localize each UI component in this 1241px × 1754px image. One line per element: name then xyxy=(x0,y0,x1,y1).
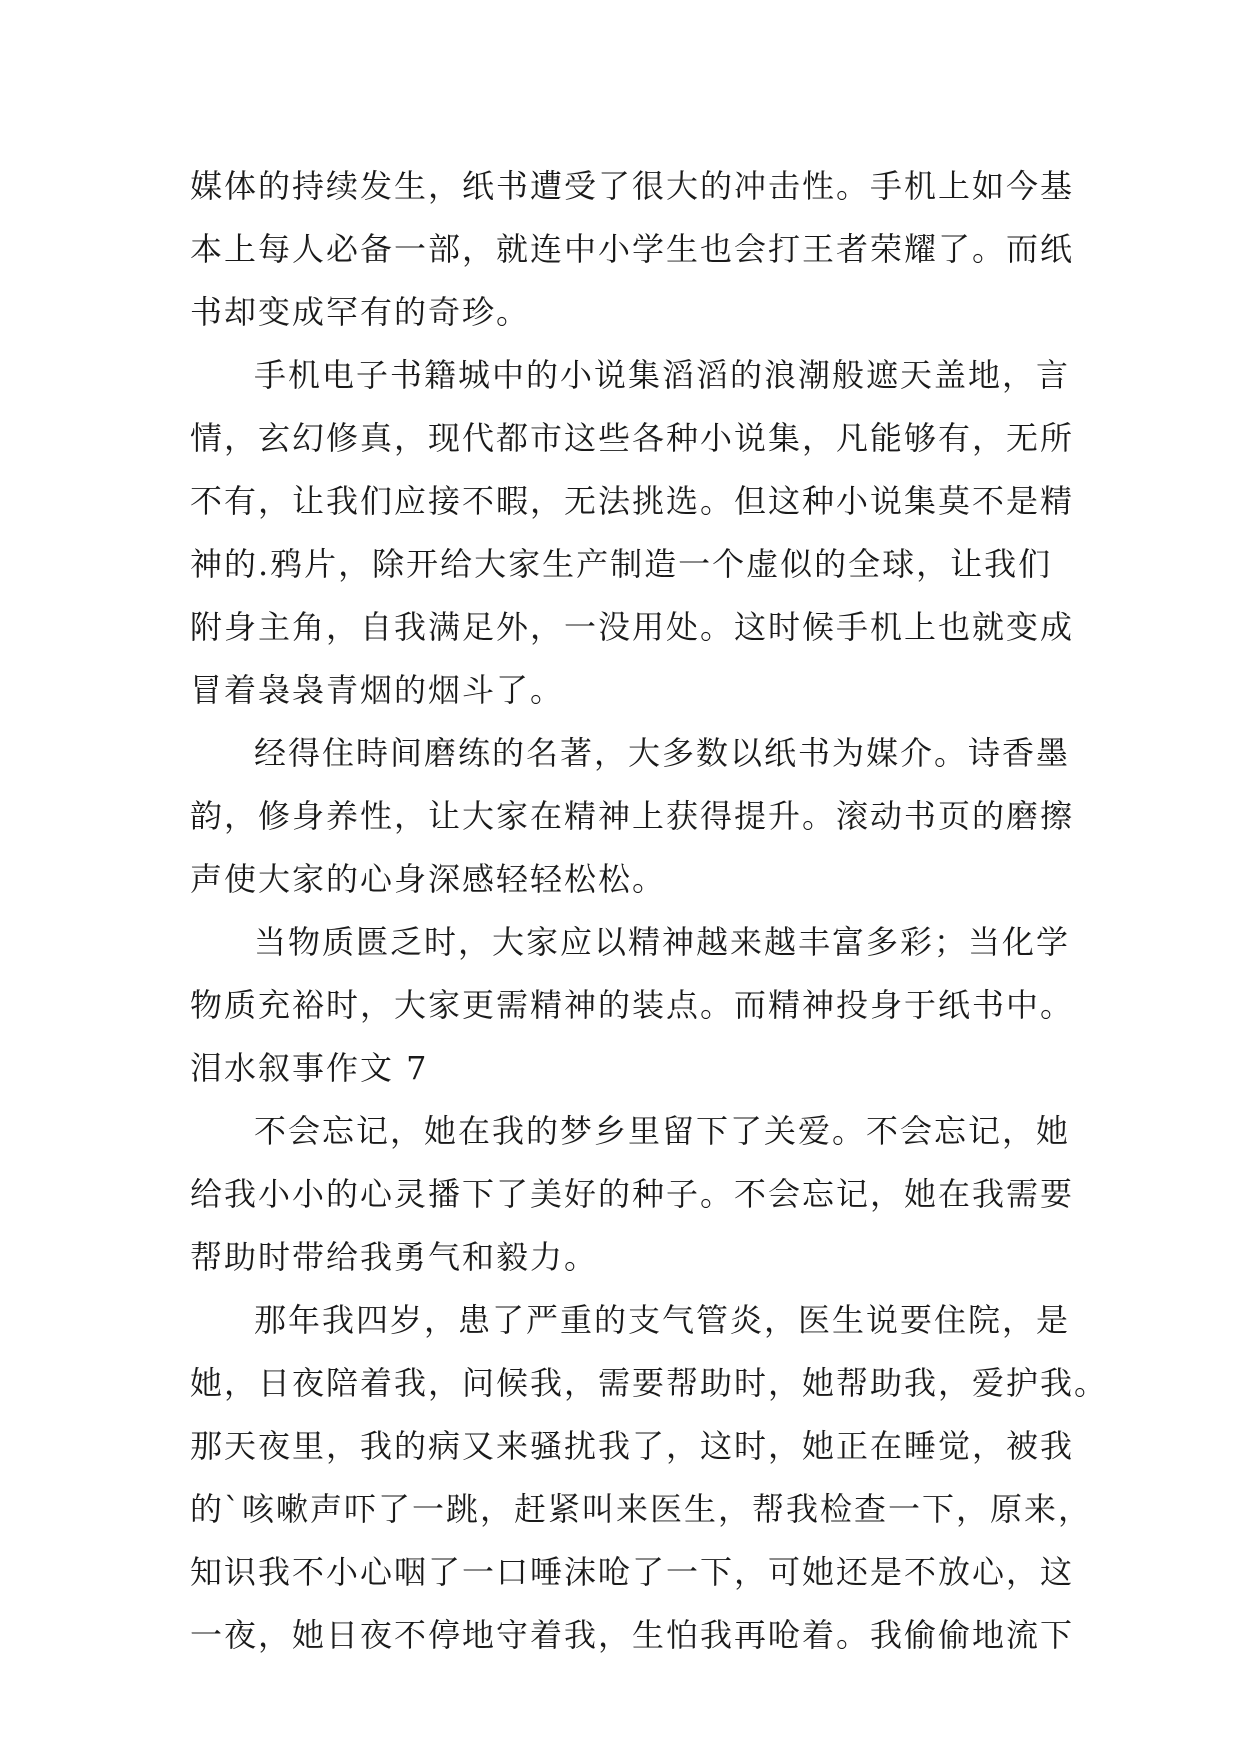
paragraph-first-line: 不会忘记，她在我的梦乡里留下了关爱。不会忘记，她 xyxy=(254,1112,1071,1150)
text-line: 的`咳嗽声吓了一跳，赶紧叫来医生，帮我检查一下，原来， xyxy=(190,1490,1093,1528)
text-line: 她，日夜陪着我，问候我，需要帮助时，她帮助我，爱护我。 xyxy=(190,1364,1109,1402)
text-line: 知识我不小心咽了一口唾沫呛了一下，可她还是不放心，这 xyxy=(190,1553,1075,1591)
paragraph-first-line: 经得住時间磨练的名著，大多数以纸书为媒介。诗香墨 xyxy=(254,734,1071,772)
paragraph-first-line: 手机电子书籍城中的小说集滔滔的浪潮般遮天盖地，言 xyxy=(254,356,1071,394)
text-line: 那天夜里，我的病又来骚扰我了，这时，她正在睡觉，被我 xyxy=(190,1427,1075,1465)
text-line: 不有，让我们应接不暇，无法挑选。但这种小说集莫不是精 xyxy=(190,482,1075,520)
paragraph-first-line: 那年我四岁，患了严重的支气管炎，医生说要住院，是 xyxy=(254,1301,1071,1339)
paragraph-first-line: 当物质匮乏时，大家应以精神越来越丰富多彩；当化学 xyxy=(254,923,1071,961)
text-line: 一夜，她日夜不停地守着我，生怕我再呛着。我偷偷地流下 xyxy=(190,1616,1075,1654)
text-line: 媒体的持续发生，纸书遭受了很大的冲击性。手机上如今基 xyxy=(190,167,1075,205)
text-line: 神的.鸦片，除开给大家生产制造一个虚似的全球，让我们 xyxy=(190,545,1053,583)
text-line: 本上每人必备一部，就连中小学生也会打王者荣耀了。而纸 xyxy=(190,230,1075,268)
text-line: 帮助时带给我勇气和毅力。 xyxy=(190,1238,599,1276)
text-line: 冒着袅袅青烟的烟斗了。 xyxy=(190,671,565,709)
text-line: 声使大家的心身深感轻轻松松。 xyxy=(190,860,667,898)
text-line: 书却变成罕有的奇珍。 xyxy=(190,293,531,331)
document-page xyxy=(190,155,1109,1667)
text-line: 情，玄幻修真，现代都市这些各种小说集，凡能够有，无所 xyxy=(190,419,1075,457)
text-line: 给我小小的心灵播下了美好的种子。不会忘记，她在我需要 xyxy=(190,1175,1075,1213)
section-heading: 泪水叙事作文 7 xyxy=(190,1049,429,1087)
text-line: 附身主角，自我满足外，一没用处。这时候手机上也就变成 xyxy=(190,608,1075,646)
text-line: 韵，修身养性，让大家在精神上获得提升。滚动书页的磨擦 xyxy=(190,797,1075,835)
text-line: 物质充裕时，大家更需精神的装点。而精神投身于纸书中。 xyxy=(190,986,1075,1024)
